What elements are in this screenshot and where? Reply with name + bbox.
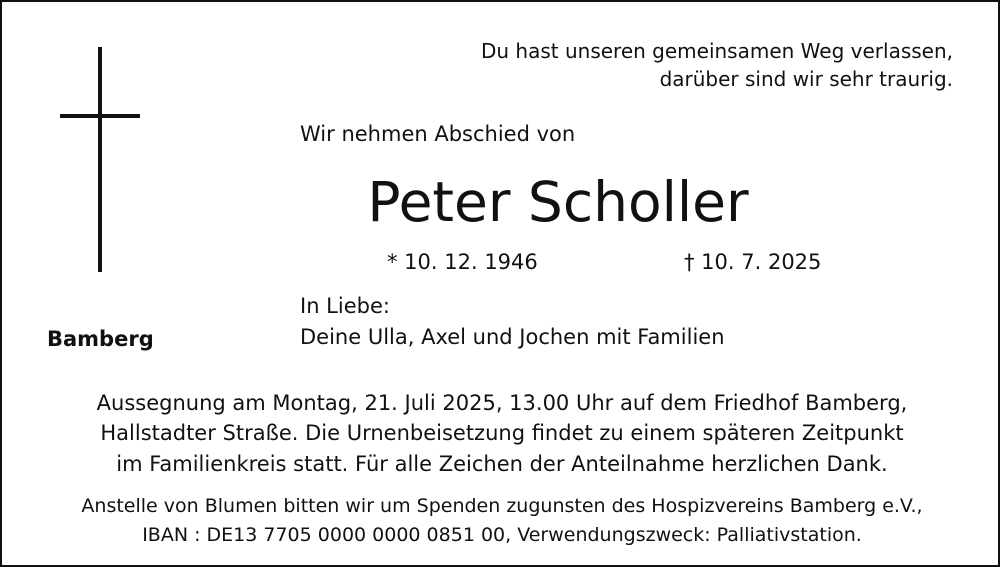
service-line-1: Aussegnung am Montag, 21. Juli 2025, 13.00 Uhr auf dem Friedhof Bamberg,: [96, 391, 908, 415]
service-line-3: im Familienkreis statt. Für alle Zeichen der Anteilnahme herzlichen Dank.: [116, 452, 888, 476]
donation-line-1: Anstelle von Blumen bitten wir um Spenden zugunsten des Hospizvereins Bamberg e.V.,: [81, 495, 923, 517]
city-label: Bamberg: [47, 327, 154, 351]
service-line-2: Hallstadter Straße. Die Urnenbeisetzung findet zu einem späteren Zeitpunkt: [100, 421, 904, 445]
deceased-name: Peter Scholler: [367, 170, 749, 234]
mourners-heading: In Liebe:: [300, 294, 390, 318]
quote-line-2: darüber sind wir sehr traurig.: [659, 67, 953, 91]
birth-date: * 10. 12. 1946: [387, 250, 538, 274]
mourners-names: Deine Ulla, Axel und Jochen mit Familien: [300, 325, 725, 349]
donation-line-2: IBAN : DE13 7705 0000 0000 0851 00, Verwendungszweck: Palliativstation.: [142, 524, 862, 546]
quote-line-1: Du hast unseren gemeinsamen Weg verlassen,: [480, 39, 953, 63]
intro-text: Wir nehmen Abschied von: [300, 122, 576, 146]
cross-horizontal-bar: [60, 114, 140, 118]
cross-icon: [60, 47, 140, 272]
death-date: † 10. 7. 2025: [684, 250, 822, 274]
cross-vertical-bar: [98, 47, 102, 272]
